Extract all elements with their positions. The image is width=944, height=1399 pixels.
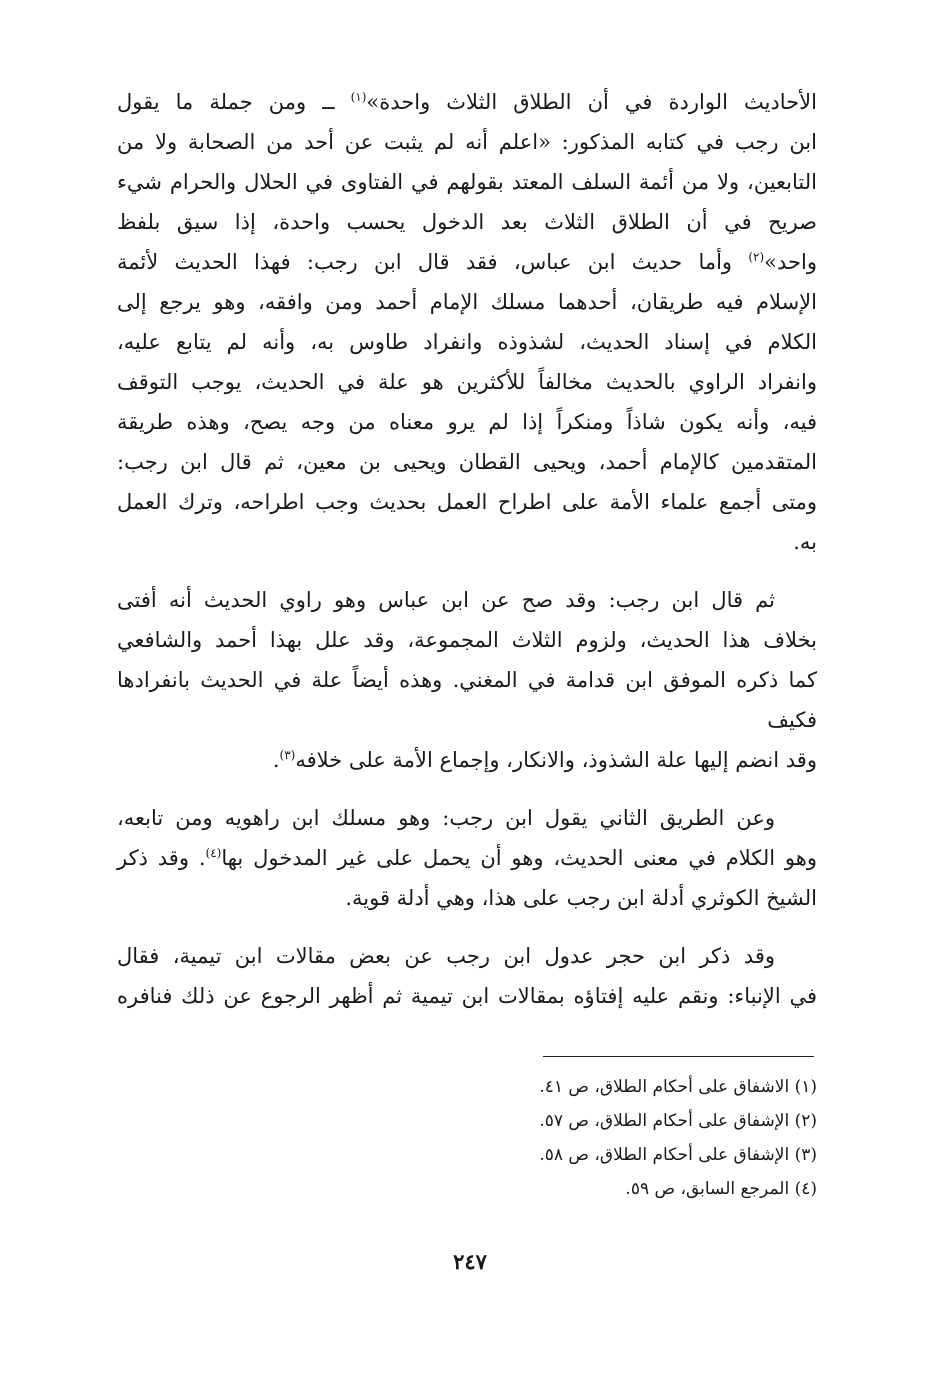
paragraph-4 (117, 936, 817, 1016)
footnote-item: (٢) الإشفاق على أحكام الطلاق، ص ٥٧. (539, 1111, 817, 1131)
footnote-ref: (٤) (205, 846, 222, 860)
text-line: ثم قال ابن رجب: وقد صح عن ابن عباس وهو راوي الحديث أنه أفتى (117, 588, 775, 612)
text-line: واحد»$^{(٢)}$ وأما حديث ابن عباس، فقد قال ابن رجب: فهذا الحديث لأئمة (117, 250, 817, 274)
text-line: وقد ذكر ابن حجر عدول ابن رجب عن بعض مقالات ابن تيمية، فقال (117, 944, 775, 968)
text-line: التابعين، ولا من أئمة السلف المعتد بقولهم في الفتاوى في الحلال والحرام شيء (117, 170, 817, 194)
footnote-item: (١) الاشفاق على أحكام الطلاق، ص ٤١. (539, 1077, 817, 1097)
paragraph-1 (117, 82, 817, 562)
text-line: ابن رجب في كتابه المذكور: «اعلم أنه لم يثبت عن أحد من الصحابة ولا من (117, 130, 817, 154)
footnote-ref: (٢) (748, 250, 765, 264)
text-line: بخلاف هذا الحديث، ولزوم الثلاث المجموعة، وقد علل بهذا أحمد والشافعي (117, 628, 817, 652)
footnote-separator (543, 1056, 814, 1057)
text-line: وهو الكلام في معنى الحديث، وهو أن يحمل على غير المدخول بها$^{(٤)}$. وقد ذكر (117, 846, 817, 870)
footnotes (300, 1070, 817, 1206)
text-line: الإسلام فيه طريقان، أحدهما مسلك الإمام أحمد ومن وافقه، وهو يرجع إلى (117, 290, 817, 314)
text-line: في الإنباء: ونقم عليه إفتاؤه بمقالات ابن تيمية ثم أظهر الرجوع عن ذلك فنافره (117, 984, 817, 1008)
paragraph-2 (117, 580, 817, 780)
text-line: وانفراد الراوي بالحديث مخالفاً للأكثرين هو علة في الحديث، يوجب التوقف (117, 370, 817, 394)
page-number: ٢٤٧ (453, 1249, 487, 1274)
footnote-ref: (٣) (279, 748, 296, 762)
text-line: صريح في أن الطلاق الثلاث بعد الدخول يحسب واحدة، إذا سيق بلفظ (117, 210, 817, 234)
paragraph-3 (117, 798, 817, 918)
text-line: الكلام في إسناد الحديث، لشذوذه وانفراد طاوس به، وأنه لم يتابع عليه، (117, 330, 817, 354)
text-line: المتقدمين كالإمام أحمد، ويحيى القطان ويحيى بن معين، ثم قال ابن رجب: (117, 450, 817, 474)
text-line: وعن الطريق الثاني يقول ابن رجب: وهو مسلك ابن راهويه ومن تابعه، (117, 806, 775, 830)
text-line: وقد انضم إليها علة الشذوذ، والانكار، وإجماع الأمة على خلافه$^{(٣)}$. (272, 748, 817, 772)
text-line: كما ذكره الموفق ابن قدامة في المغني. وهذه أيضاً علة في الحديث بانفرادها فكيف (117, 668, 817, 732)
text-line: فيه، وأنه يكون شاذاً ومنكراً إذا لم يرو معناه من وجه يصح، وهذه طريقة (117, 410, 817, 434)
text-line: به. (793, 530, 817, 554)
text-line: ومتى أجمع علماء الأمة على اطراح العمل بحديث وجب اطراحه، وترك العمل (117, 490, 817, 514)
text-line: الشيخ الكوثري أدلة ابن رجب على هذا، وهي أدلة قوية. (345, 886, 817, 910)
text-line: الأحاديث الواردة في أن الطلاق الثلاث واحدة»$^{(١)}$ ــ ومن جملة ما يقول (117, 90, 817, 114)
footnote-ref: (١) (350, 90, 367, 104)
footnote-item: (٣) الإشفاق على أحكام الطلاق، ص ٥٨. (539, 1145, 817, 1165)
body-text (117, 82, 817, 1016)
footnote-item: (٤) المرجع السابق، ص ٥٩. (625, 1179, 817, 1199)
